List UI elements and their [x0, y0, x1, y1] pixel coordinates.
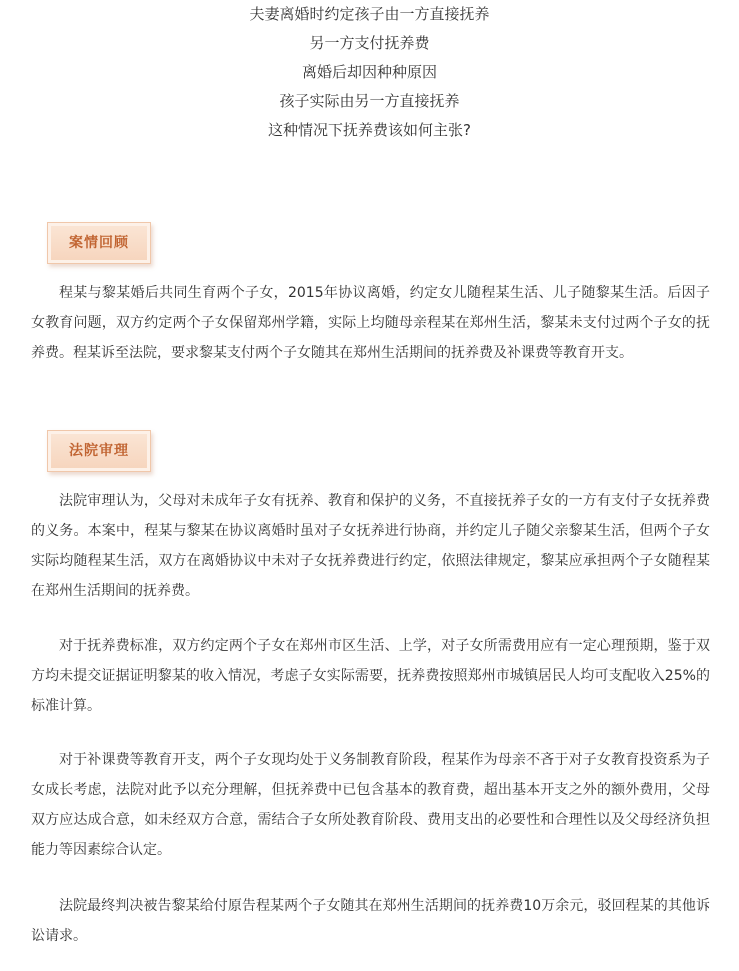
court-trial-paragraph: 法院审理认为，父母对未成年子女有抚养、教育和保护的义务，不直接抚养子女的一方有支付子女抚养费的义务。本案中，程某与黎某在协议离婚时虽对子女抚养进行协商，并约定儿子随父亲黎某生活，但两个子女实际均随程某生活，双方在离婚协议中未对子女抚养费进行约定，依照法律规定，黎某应承担两个子女随程某在郑州生活期间的抚养费。: [31, 493, 710, 599]
judgment-paragraph: 法院最终判决被告黎某给付原告程某两个子女随其在郑州生活期间的抚养费10万余元，驳回程某的其他诉讼请求。: [31, 898, 710, 944]
education-cost-paragraph: 对于补课费等教育开支，两个子女现均处于义务制教育阶段，程某作为母亲不吝于对子女教育投资系为子女成长考虑，法院对此予以充分理解，但抚养费中已包含基本的教育费，超出基本开支之外的额外费用，父母双方应达成合意，如未经双方合意，需结合子女所处教育阶段、费用支出的必要性和合理性以及父母经济负担能力等因素综合认定。: [31, 752, 710, 858]
intro-line: 孩子实际由另一方直接抚养: [279, 92, 460, 110]
intro-line: 夫妻离婚时约定孩子由一方直接抚养: [249, 5, 490, 23]
intro-line: 离婚后却因种种原因: [301, 63, 437, 81]
intro-line: 这种情况下抚养费该如何主张?: [268, 121, 471, 139]
case-review-paragraph: 程某与黎某婚后共同生育两个子女，2015年协议离婚，约定女儿随程某生活、儿子随黎某生活。后因子女教育问题，双方约定两个子女保留郑州学籍，实际上均随母亲程某在郑州生活，黎某未支付过两个子女的抚养费。程某诉至法院，要求黎某支付两个子女随其在郑州生活期间的抚养费及补课费等教育开支。: [31, 285, 710, 361]
support-standard-paragraph: 对于抚养费标准，双方约定两个子女在郑州市区生活、上学，对子女所需费用应有一定心理预期，鉴于双方均未提交证据证明黎某的收入情况，考虑子女实际需要，抚养费按照郑州市城镇居民人均可支配收入25%的标准计算。: [31, 638, 710, 714]
intro-block: [0, 0, 739, 145]
intro-line: 另一方支付抚养费: [309, 34, 430, 52]
section-heading-court-trial: 法院审理: [47, 430, 151, 472]
section-heading-case-review: 案情回顾: [47, 222, 151, 264]
